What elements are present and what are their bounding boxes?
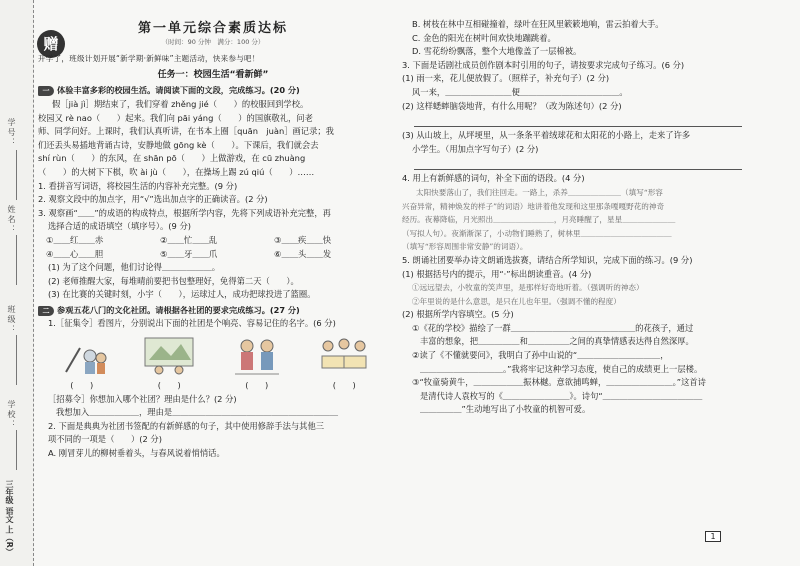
paragraph-line: 兴奋异常，精神焕发的样子”的词语）地讲着他发现和这里那条嘎嘎野花的神奇 xyxy=(402,201,665,211)
question-5: 5. 朗诵社团要举办诗文朗诵选拔赛，请结合所学知识，完成下面的练习。(9 分) xyxy=(402,254,693,265)
stress-item-1[interactable]: ①远远望去，小牧童的笑声里，是那样好奇地听着。（强调听的神态） xyxy=(412,283,644,293)
fill-item-3-cont[interactable]: 是清代诗人袁枚写的《＿＿＿＿＿＿＿＿》。诗句“＿＿＿＿＿＿＿＿＿＿＿＿ xyxy=(420,390,703,401)
name-label: 姓名： xyxy=(7,205,16,235)
rewrite-2: (2) 这样蟋蟀脑袋地背，有什么用呢？（改为陈述句）(2 分) xyxy=(402,100,622,111)
name-line xyxy=(16,235,17,285)
paragraph-line: （写拟人句）。夜渐渐深了，小动物们睡熟了，树林里＿＿＿＿＿＿＿＿＿＿＿＿ xyxy=(402,228,672,238)
class-line xyxy=(16,335,17,385)
student-id-line xyxy=(16,150,17,200)
idiom-option[interactable]: ①＿＿红＿＿赤 xyxy=(46,234,104,245)
fill-item-2[interactable]: ②读了《不懂就要问》，我明白了孙中山说的“＿＿＿＿＿＿＿＿＿＿， xyxy=(412,350,669,361)
answer-line[interactable] xyxy=(414,115,742,127)
stress-item-2[interactable]: ②年里说的是什么意思，是只在儿也年里。（强调不懂的程度） xyxy=(412,296,621,306)
question-3: 3. 观察画“＿＿”的成语的构成特点，根据所学内容，先将下列成语补充完整，再 xyxy=(38,207,331,218)
recruit-question: ［招募令］你想加入哪个社团？理由是什么？(2 分) xyxy=(48,393,237,404)
fill-sentence-1[interactable]: (1) 为了这个问题，他们讨论得＿＿＿＿＿＿。 xyxy=(48,262,221,273)
idiom-option[interactable]: ②＿＿忙＿＿乱 xyxy=(160,234,218,245)
club-name-blank[interactable]: ( ) xyxy=(157,380,181,391)
question-1: 1. 看拼音写词语，将校园生活的内容补充完整。(9 分) xyxy=(38,180,238,191)
passage-line: shí rùn（ ）的东风，在 shān pō（ ）上做游戏，在 cū zhuàng xyxy=(38,153,306,164)
drama-club-picture xyxy=(229,334,285,378)
question-5-1: (1) 根据括号内的提示，用“·”标出朗读重音。(4 分) xyxy=(402,268,592,279)
painting-club-picture xyxy=(141,334,197,378)
section-one-header xyxy=(38,84,388,98)
section-number: 二 xyxy=(38,306,54,316)
astronomy-club-picture xyxy=(54,334,110,378)
recruit-answer[interactable]: 我想加入＿＿＿＿＿＿，理由是＿＿＿＿＿＿＿＿＿＿＿＿＿＿＿＿＿＿＿＿ xyxy=(56,407,339,418)
fill-item-1-cont[interactable]: 丰富的想象，把＿＿＿＿＿和＿＿＿＿＿之间的真挚情感表达得自然深厚。 xyxy=(420,336,694,347)
fill-item-3-cont2[interactable]: ＿＿＿＿＿”生动地写出了小牧童的机智可爱。 xyxy=(420,404,591,415)
right-column xyxy=(402,18,742,417)
grade-subject-label: 三年级 语文 上（R） xyxy=(5,480,14,556)
page-number: 1 xyxy=(705,531,721,542)
gift-badge-icon: 赠 xyxy=(37,30,65,58)
rewrite-3: (3) 从山坡上，从坪埂里，从一条条平着绒球花和太阳花的小路上，走来了许多 xyxy=(402,130,691,141)
option-c[interactable]: C. 金色的阳光在树叶间欢快地蹦跳着。 xyxy=(412,32,556,43)
fill-item-2-cont[interactable]: ＿＿＿＿＿＿＿＿＿＿。”我将牢记这种学习态度，使自己的成绩更上一层楼。 xyxy=(420,363,703,374)
rewrite-1: (1) 雨一来，花儿便放假了。（照样子，补充句子）(2 分) xyxy=(402,73,610,84)
school-label: 学校： xyxy=(7,400,16,430)
idiom-option[interactable]: ④＿＿心＿＿胆 xyxy=(46,248,104,259)
fill-sentence-2[interactable]: (2) 老师推醒大家，每堆晴前要把书包整理好，免得第二天（ ）。 xyxy=(48,275,299,286)
idiom-option[interactable]: ⑥＿＿头＿＿发 xyxy=(274,248,332,259)
club-pictures xyxy=(38,334,388,378)
question-4: 4. 用上有新鲜感的词句，补全下面的语段。(4 分) xyxy=(402,173,585,184)
left-column xyxy=(38,18,388,461)
club-name-blank[interactable]: ( ) xyxy=(332,380,356,391)
section-number: 一 xyxy=(38,86,54,96)
question-2-1: 1.［征集令］看图片，分别说出下面的社团是个响亮、容易记住的名字。(6 分) xyxy=(48,318,336,329)
rewrite-3-cont: 小学生。（用加点字写句子）(2 分) xyxy=(412,143,539,154)
question-5-2: (2) 根据所学内容填空。(5 分) xyxy=(402,309,514,320)
passage-line: 师、同学问好。上课时，我们认真听讲，在书本上圈［quān juàn］画记录；我 xyxy=(38,126,334,137)
question-2: 2. 观察文段中的加点字，用“√”选出加点字的正确读音。(2 分) xyxy=(38,194,268,205)
idiom-option[interactable]: ⑤＿＿牙＿＿爪 xyxy=(160,248,218,259)
question-2-2: 2. 下面是典典为社团书签配的有新鲜感的句子，其中使用修辞手法与其他三 xyxy=(48,420,325,431)
paragraph-line: （填写“形容周围非常安静”的词语）。 xyxy=(402,242,528,252)
question-3: 3. 下面是话剧社成员创作剧本时引用的句子，请按要求完成句子练习。(6 分) xyxy=(402,59,685,70)
option-b[interactable]: B. 树枝在林中互相碰撞着，绿叶在狂风里簌簌地响，雷云拍着大手。 xyxy=(412,19,664,29)
passage-line: 假［jià jì］期结束了，我们穿着 zhěng jié（ ）的校服回到学校。 xyxy=(52,98,309,109)
option-a[interactable]: A. 刚冒芽儿的柳树垂着头，与春风说着悄悄话。 xyxy=(48,448,225,459)
question-2-2-cont: 项不同的一项是（ ）(2 分) xyxy=(48,434,162,445)
passage-line: （ ）的大树下下棋，吹 ài jù（ ），在操场上踢 zú qiú（ ）…… xyxy=(38,166,315,177)
option-d[interactable]: D. 雪花纷纷飘落，整个大地像盖了一层棉被。 xyxy=(412,46,582,57)
club-name-blanks xyxy=(38,379,388,393)
answer-line[interactable] xyxy=(414,158,742,170)
fill-sentence-3[interactable]: (3) 在比赛的关键时刻，小宇（ ），运球过人，成功把球投进了篮圈。 xyxy=(48,289,316,300)
section-title: 参观五花八门的文化社团。请根据各社团的要求完成练习。(27 分) xyxy=(57,304,300,315)
club-name-blank[interactable]: ( ) xyxy=(70,380,94,391)
binding-strip xyxy=(0,0,34,566)
class-label: 班级： xyxy=(7,305,16,335)
passage-line: 们还丢头易插地背诵古诗，安静地做 gōng kè（ ）。下课后，我们就会去 xyxy=(38,139,319,150)
passage-line: 校园又 rè nao（ ）起来。我们向 pāi yáng（ ）的国旗敬礼，问老 xyxy=(38,112,313,123)
section-two-header xyxy=(38,304,388,318)
idiom-option[interactable]: ③＿＿疾＿＿快 xyxy=(274,234,332,245)
school-line xyxy=(16,430,17,470)
idiom-options xyxy=(38,234,388,261)
exam-info: （时间：90 分钟 满分：100 分） xyxy=(161,37,265,46)
page-title: 第一单元综合素质达标 xyxy=(137,21,288,36)
fill-item-3[interactable]: ③“牧童骑黄牛，＿＿＿＿＿＿振林樾。意欲捕鸣蝉，＿＿＿＿＿＿＿＿。”这首诗 xyxy=(412,377,706,388)
paragraph-line: 经历。夜幕降临，月光照出＿＿＿＿＿＿＿＿，月亮睡醒了，星星＿＿＿＿＿＿＿ xyxy=(402,215,676,225)
paragraph-line: 太阳快要落山了，我们往回走。一路上，杀养＿＿＿＿＿＿＿（填写“形容 xyxy=(416,187,663,197)
question-3-cont: 选择合适的成语填空（填序号）。(9 分) xyxy=(48,221,191,232)
club-name-blank[interactable]: ( ) xyxy=(245,380,269,391)
rewrite-1-answer[interactable]: 风一来，＿＿＿＿＿＿＿＿便＿＿＿＿＿＿＿＿＿＿＿＿。 xyxy=(412,86,628,97)
section-title: 体验丰富多彩的校园生活。请阅读下面的文段，完成练习。(20 分) xyxy=(57,85,300,96)
student-id-label: 学号： xyxy=(7,118,16,148)
task-one-title: 任务一：校园生活“看新鲜” xyxy=(157,69,269,80)
reading-club-picture xyxy=(316,334,372,378)
intro-text: 开学了，班级计划开展“新学期·新鲜味”主题活动，快来参与吧！ xyxy=(38,54,260,64)
fill-item-1[interactable]: ①《花的学校》描绘了一群＿＿＿＿＿＿＿＿＿＿＿＿＿＿＿的花孩子，通过 xyxy=(412,322,694,333)
